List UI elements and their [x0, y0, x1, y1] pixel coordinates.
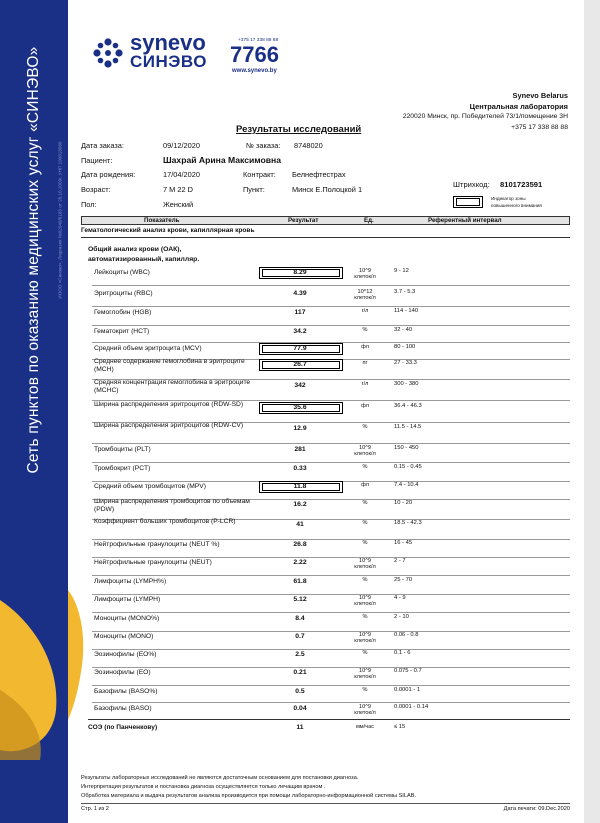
company-address: 220020 Минск, пр. Победителей 73/1/помещение 3Н [402, 113, 568, 120]
barcode-label: Штрихкод: [453, 180, 490, 189]
row-name: Средний объем тромбоцитов (MPV) [94, 483, 206, 490]
row-result: 117 [294, 309, 306, 316]
footer-note-1: Результаты лабораторных исследований не являются достаточным основанием для постановки диагноза. [81, 775, 359, 781]
row-result: 26.8 [293, 541, 307, 548]
indicator-legend-2: повышенного внимания [491, 203, 542, 208]
row-reference: 10 - 20 [394, 500, 413, 506]
row-reference: 80 - 100 [394, 344, 416, 350]
row-reference: 2 - 10 [394, 614, 409, 620]
row-reference: 3.7 - 5.3 [394, 289, 416, 295]
row-name: Моноциты (MONO) [94, 633, 154, 640]
row-divider [92, 539, 570, 540]
row-unit: % [362, 577, 368, 583]
row-result: 16.2 [293, 501, 307, 508]
row-result: 35.6 [293, 404, 307, 411]
row-reference: 27 - 33.3 [394, 360, 417, 366]
row-result: 2.5 [295, 651, 305, 658]
row-divider [92, 306, 570, 307]
row-result: 8.29 [293, 269, 307, 276]
footer-note-2: Интерпретация результатов и постановка диагноза осуществляется только лечащим врачом . [81, 784, 326, 790]
print-date: Дата печати: 09.Dec.2020 [503, 806, 570, 812]
brand-sidebar [0, 0, 68, 823]
row-reference: 300 - 380 [394, 381, 419, 387]
row-result: 281 [294, 446, 306, 453]
row-result: 41 [296, 521, 304, 528]
row-unit: % [362, 540, 368, 546]
indicator-box [453, 196, 483, 208]
row-name: Средний объем эритроцита (MCV) [94, 345, 202, 352]
header-reference: Референтный интервал [428, 217, 502, 224]
sex-label: Пол: [81, 200, 97, 209]
patient-label: Пациент: [81, 156, 113, 165]
row-result: 342 [294, 382, 306, 389]
row-result: 0.21 [293, 669, 307, 676]
row-unit: % [362, 650, 368, 656]
esr-name: СОЭ (по Панченкову) [88, 724, 158, 731]
row-name: Ширина распределения эритроцитов (RDW-CV) [94, 422, 244, 429]
sidebar-title: Сеть пунктов по оказанию медицинских услуг «СИНЭВО» [25, 46, 42, 474]
row-reference: 7.4 - 10.4 [394, 482, 419, 488]
row-divider [92, 649, 570, 650]
row-result: 34.2 [293, 328, 307, 335]
footer-rule [81, 803, 570, 804]
barcode-value: 8101723591 [500, 180, 543, 189]
row-reference: 25 - 70 [394, 577, 413, 583]
contract: Белнефтестрах [292, 170, 346, 179]
row-reference: 0.1 - 6 [394, 650, 411, 656]
row-unit: % [362, 614, 368, 620]
esr-rule [88, 719, 570, 720]
row-name: Лимфоциты (LYMPH) [94, 596, 161, 603]
row-result: 4.39 [293, 290, 307, 297]
group-title-2: автоматизированный, капилляр. [88, 256, 200, 263]
row-reference: 4 - 9 [394, 595, 406, 601]
sidebar-license: ИООО «Синэво». Лицензия №02040/6183 от 28.10.2009г. УНП 190818068 [57, 141, 63, 299]
esr-result: 11 [296, 724, 304, 731]
order-date: 09/12/2020 [163, 141, 200, 150]
row-reference: 150 - 450 [394, 445, 419, 451]
row-divider [92, 575, 570, 576]
header-unit: Ед. [364, 217, 374, 224]
row-reference: 2 - 7 [394, 558, 406, 564]
row-reference: 0.06 - 0.8 [394, 632, 419, 638]
row-reference: 0.075 - 0.7 [394, 668, 422, 674]
row-name: Гемоглобин (HGB) [94, 309, 152, 316]
contract-label: Контракт: [243, 170, 276, 179]
esr-ref: ≤ 15 [394, 724, 406, 730]
row-name: Ширина распределения тромбоцитов по объемам (PDW) [94, 498, 250, 513]
header-indicator: Показатель [144, 217, 180, 224]
row-unit: пг [362, 360, 368, 366]
row-unit: 10^9 клеток/л [354, 558, 376, 571]
row-reference: 18.5 - 42.3 [394, 520, 422, 526]
row-unit: % [362, 424, 368, 430]
row-divider [92, 631, 570, 632]
row-reference: 16 - 45 [394, 540, 413, 546]
row-reference: 0.0001 - 0.14 [394, 704, 429, 710]
order-no-label: № заказа: [246, 141, 281, 150]
indicator-legend-1: Индикатор зоны [491, 196, 526, 201]
row-divider [92, 612, 570, 613]
row-unit: 10^9 клеток/л [354, 632, 376, 645]
order-date-label: Дата заказа: [81, 141, 124, 150]
row-unit: 10^9 клеток/л [354, 445, 376, 458]
row-unit: г/л [361, 381, 369, 387]
row-divider [92, 443, 570, 444]
row-unit: % [362, 327, 368, 333]
section-title: Гематологический анализ крови, капиллярная кровь [81, 227, 255, 234]
dob: 17/04/2020 [163, 170, 200, 179]
age: 7 M 22 D [163, 185, 193, 194]
point: Минск Е.Полоцкой 1 [292, 185, 363, 194]
row-name: Коэффициент больших тромбоцитов (P-LCR) [94, 518, 236, 525]
logo-website: www.synevo.by [232, 68, 277, 74]
point-label: Пункт: [243, 185, 265, 194]
row-divider [92, 702, 570, 703]
row-result: 0.33 [293, 465, 307, 472]
logo-phone-small: +375 17 338 88 88 [238, 38, 279, 43]
logo-cyrillic: СИНЭВО [130, 52, 207, 71]
page-number: Стр. 1 из 2 [81, 806, 109, 812]
logo-short-number: 7766 [230, 42, 279, 67]
row-name: Средняя концентрация гемоглобина в эритроците (MCHC) [94, 379, 251, 394]
row-unit: 10^9 клеток/л [354, 668, 376, 681]
esr-unit: мм/час [355, 724, 375, 730]
row-result: 5.12 [293, 596, 307, 603]
order-no: 8748020 [294, 141, 323, 150]
row-name: Ширина распределения эритроцитов (RDW-SD) [94, 401, 244, 408]
row-unit: фл [361, 403, 369, 409]
row-unit: 10^12 клеток/л [354, 289, 376, 302]
row-unit: % [362, 500, 368, 506]
header-result: Результат [288, 217, 319, 224]
row-divider [92, 462, 570, 463]
row-divider [92, 285, 570, 286]
row-divider [92, 325, 570, 326]
row-reference: 11.5 - 14.5 [394, 424, 422, 430]
row-result: 77.9 [293, 345, 307, 352]
section-rule [81, 237, 570, 238]
row-unit: 10^9 клеток/л [354, 268, 376, 281]
row-result: 61.8 [293, 578, 307, 585]
row-unit: 10^9 клеток/л [354, 704, 376, 717]
dob-label: Дата рождения: [81, 170, 136, 179]
row-name: Базофилы (BASO) [94, 705, 152, 712]
patient-name: Шахрай Арина Максимовна [163, 155, 282, 165]
row-result: 2.22 [293, 559, 307, 566]
company-phone: +375 17 338 88 88 [511, 124, 568, 131]
row-divider [92, 594, 570, 595]
document-title: Результаты исследований [236, 124, 362, 135]
yellow-shape [68, 560, 90, 750]
row-name: Эозинофилы (EO) [94, 669, 151, 676]
row-name: Тромбоциты (PLT) [94, 446, 151, 453]
row-unit: % [362, 464, 368, 470]
row-result: 8.4 [295, 615, 305, 622]
row-reference: 9 - 12 [394, 268, 409, 274]
row-unit: фл [361, 482, 369, 488]
company-lab: Центральная лаборатория [469, 102, 568, 111]
table-header [81, 216, 570, 225]
row-result: 26.7 [293, 361, 307, 368]
row-unit: % [362, 520, 368, 526]
row-result: 0.5 [295, 688, 305, 695]
row-unit: 10^9 клеток/л [354, 595, 376, 608]
row-name: Среднее содержание гемоглобина в эритроците (MCH) [94, 358, 245, 373]
petal-decoration [0, 540, 68, 760]
row-result: 11.8 [293, 483, 307, 490]
footer-note-3: Обработка материала и выдача результатов анализа производится при помощи лабораторно-информационной системы SILAB. [81, 793, 416, 799]
row-result: 12.9 [293, 425, 307, 432]
row-result: 0.7 [295, 633, 305, 640]
row-name: Моноциты (MONO%) [94, 615, 160, 622]
row-name: Базофилы (BASO%) [94, 688, 158, 695]
row-name: Нейтрофильные гранулоциты (NEUT) [94, 559, 212, 566]
logo-latin: synevo [130, 30, 206, 55]
row-name: Нейтрофильные гранулоциты (NEUT %) [94, 541, 220, 548]
row-name: Тромбокрит (PCT) [94, 465, 151, 472]
row-result: 0.04 [293, 705, 307, 712]
row-name: Лимфоциты (LYMPH%) [94, 578, 167, 585]
sex: Женский [163, 200, 194, 209]
row-divider [92, 557, 570, 558]
row-reference: 0.0001 - 1 [394, 687, 421, 693]
row-unit: г/л [361, 308, 369, 314]
row-divider [92, 685, 570, 686]
row-reference: 36.4 - 46.3 [394, 403, 422, 409]
row-name: Лейкоциты (WBC) [94, 269, 150, 276]
group-title-1: Общий анализ крови (ОАК), [88, 246, 182, 253]
row-reference: 114 - 140 [394, 308, 419, 314]
snowflake-icon [92, 37, 124, 69]
row-name: Эритроциты (RBC) [94, 290, 153, 297]
row-reference: 32 - 40 [394, 327, 413, 333]
row-unit: % [362, 687, 368, 693]
company-name: Synevo Belarus [512, 91, 568, 100]
row-divider [92, 667, 570, 668]
age-label: Возраст: [81, 185, 111, 194]
row-name: Гематокрит (HCT) [94, 328, 150, 335]
row-reference: 0.15 - 0.45 [394, 464, 422, 470]
row-unit: фл [361, 344, 369, 350]
row-name: Эозинофилы (EO%) [94, 651, 157, 658]
